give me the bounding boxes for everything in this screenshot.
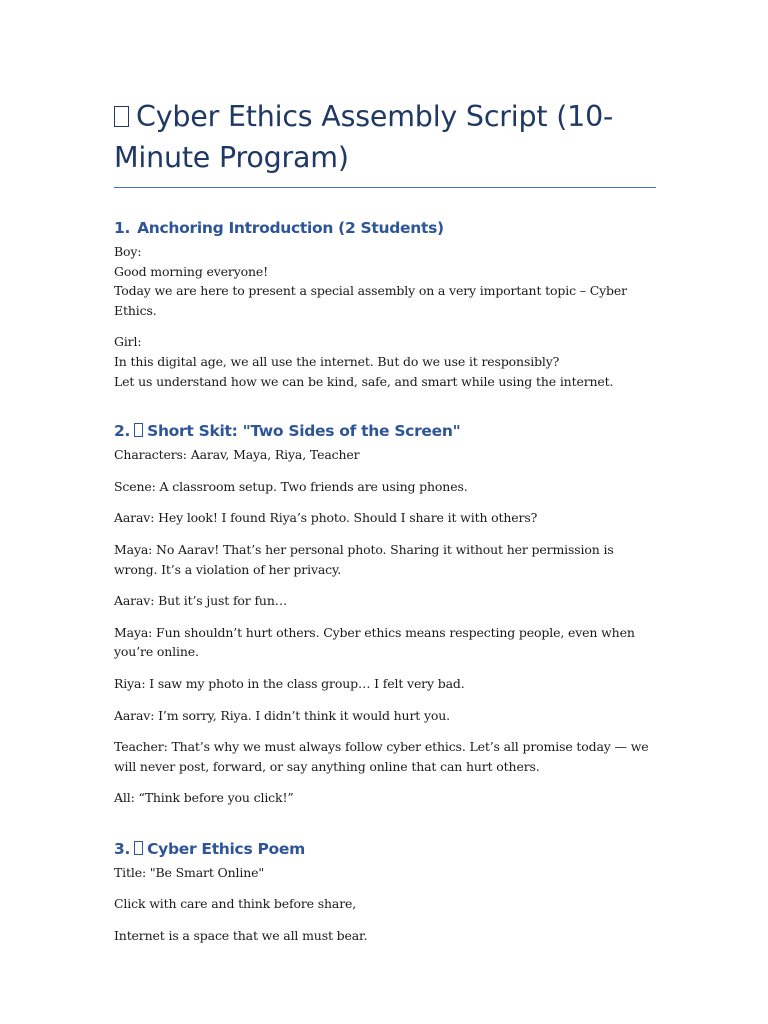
section-heading (114, 839, 656, 859)
paragraph: Characters: Aarav, Maya, Riya, Teacher (114, 447, 360, 463)
document-title (114, 96, 656, 188)
section-anchoring-introduction (114, 218, 656, 391)
missing-glyph-icon (134, 423, 143, 437)
section-heading (114, 218, 656, 238)
paragraph: Scene: A classroom setup. Two friends are using phones. (114, 478, 468, 494)
missing-glyph-icon (134, 841, 143, 855)
section-cyber-ethics-poem (114, 839, 656, 946)
paragraph: Aarav: Hey look! I found Riya’s photo. Should I share it with others? (114, 510, 538, 526)
section-short-skit (114, 421, 656, 808)
paragraph: Riya: I saw my photo in the class group… I felt very bad. (114, 675, 465, 691)
paragraph: Aarav: But it’s just for fun… (114, 593, 288, 609)
paragraph: Let us understand how we can be kind, safe, and smart while using the internet. (114, 373, 614, 389)
paragraph: Maya: Fun shouldn’t hurt others. Cyber ethics means respecting people, even when you’re online. (114, 624, 635, 660)
section-number: 3. (114, 839, 131, 858)
missing-glyph-icon (114, 106, 129, 127)
paragraph: Girl: (114, 334, 142, 350)
paragraph: All: “Think before you click!” (114, 790, 294, 806)
section-heading-text: Anchoring Introduction (2 Students) (137, 219, 444, 237)
section-heading-text: Short Skit: "Two Sides of the Screen" (147, 422, 461, 441)
paragraph: Title: "Be Smart Online" (114, 864, 264, 880)
document-page (114, 96, 656, 946)
paragraph: Click with care and think before share, (114, 896, 357, 912)
paragraph: Good morning everyone! (114, 263, 269, 279)
paragraph: Aarav: I’m sorry, Riya. I didn’t think it would hurt you. (114, 707, 450, 723)
paragraph: In this digital age, we all use the internet. But do we use it responsibly? (114, 353, 560, 369)
paragraph: Today we are here to present a special assembly on a very important topic – Cyber Ethics. (114, 283, 627, 318)
section-heading-text: Cyber Ethics Poem (147, 839, 305, 858)
paragraph: Internet is a space that we all must bear. (114, 928, 368, 944)
paragraph: Maya: No Aarav! That’s her personal photo. Sharing it without her permission is wrong. It’s a violation of her privacy. (114, 541, 614, 577)
paragraph: Teacher: That’s why we must always follow cyber ethics. Let’s all promise today — we will never post, forward, or say anything online that can hurt others. (114, 739, 649, 774)
section-heading (114, 421, 656, 441)
paragraph: Boy: (114, 244, 142, 259)
section-number: 1. (114, 219, 131, 237)
document-title-text: Cyber Ethics Assembly Script (10-Minute Program) (114, 100, 614, 174)
section-number: 2. (114, 422, 131, 441)
